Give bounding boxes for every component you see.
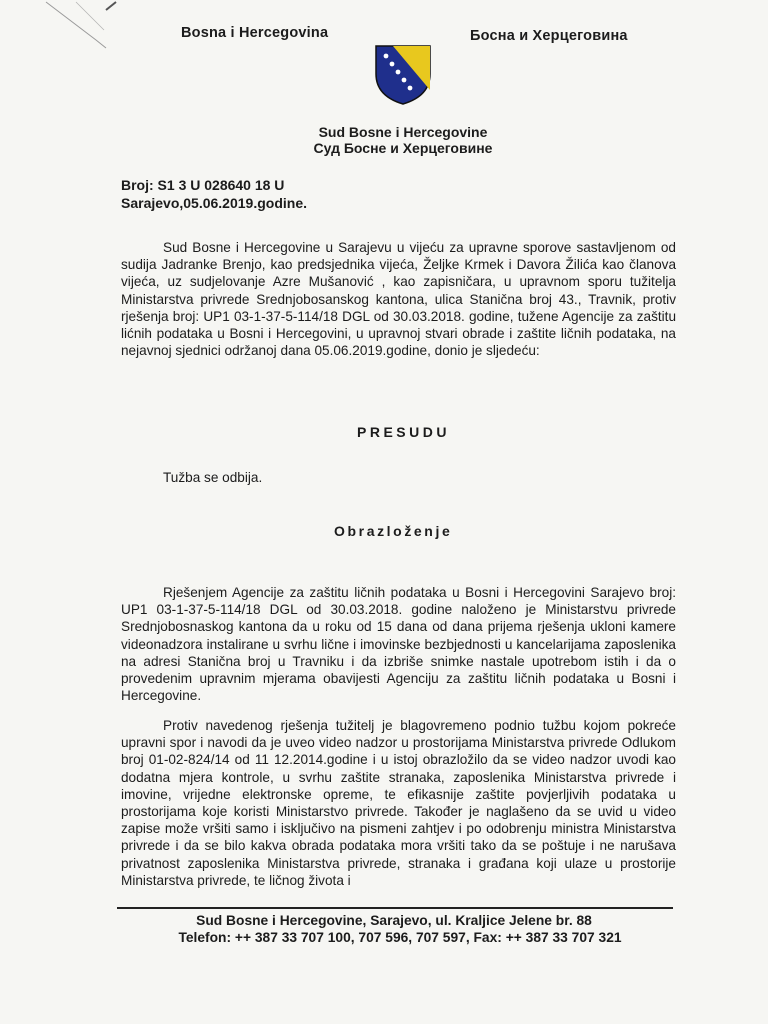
footer-address: Sud Bosne i Hercegovine, Sarajevo, ul. Kraljice Jelene br. 88 xyxy=(196,913,592,928)
case-place-date: Sarajevo,05.06.2019.godine. xyxy=(121,195,307,211)
case-number: Broj: S1 3 U 028640 18 U xyxy=(121,177,285,193)
verdict-title: PRESUDU xyxy=(357,424,450,440)
header-country-cyrillic: Босна и Херцеговина xyxy=(470,28,628,44)
intro-paragraph: Sud Bosne i Hercegovine u Sarajevu u vijeću za upravne sporove sastavljenom od sudija Jadranke Brenjo, kao predsjednika vijeća, Željke Krmek i Davora Žilića kao članova vijeća, uz sudjelovanje Azre Mušanović , kao zapisničara, u upravnom sporu tužitelja Ministarstva privrede Srednjobosanskog kantona, ulica Stanična broj 43., Travnik, protiv rješenja broj: UP1 03-1-37-5-114/18 DGL od 30.03.2018. godine, tužene Agencije za zaštitu lićnih podataka u Bosni i Hercegovini, u upravnoj stvari obrade i zaštite ličnih podataka, na nejavnoj sjednici održanoj dana 05.06.2019.godine, donio je sljedeću: xyxy=(121,240,676,359)
reasoning-paragraph-2: Protiv navedenog rješenja tužitelj je blagovremeno podnio tužbu kojom pokreće upravni spor i navodi da je uveo video nadzor u prostorijama Ministarstva privrede Odlukom broj 01-02-824/14 od 11 12.2014.godine i u istoj obrazložilo da se video nadzor uvodi kao dodatna mjera kontrole, u svrhu zaštite stranaka, zaposlenika Ministarstva privrede i imovine, vrijedne elektronske opreme, te efikasnije zaštite povjerljivih podataka u prostorijama koje koristi Ministarstvo privrede. Također je naglašeno da se uvid u video zapise može vršiti samo i isključivo na pismeni zahtjev i po odobrenju ministra Ministarstva privrede i da se bilo kakva obrada podataka mora vršiti tako da se poštuje i ne narušava privatnost zaposlenika Ministarstva privrede, stranaka i građana koji ulaze u prostorije Ministarstva privrede, te ličnog života i xyxy=(121,718,676,888)
footer xyxy=(0,912,768,946)
court-name-cyrillic: Суд Босне и Херцеговине xyxy=(313,140,493,156)
court-name-latin: Sud Bosne i Hercegovine xyxy=(318,124,488,140)
reasoning-paragraph-1: Rješenjem Agencije za zaštitu ličnih podataka u Bosni i Hercegovini Sarajevo broj: UP1 03-1-37-5-114/18 DGL od 30.03.2018. godine naloženo je Ministarstvu privrede Srednjobosnaskog kantona da u roku od 15 dana od dana prijema rješenja ukloni kamere videonadzora instalirane u svrhu lične i imovinske bezbjednosti u kancelarijama zaposlenika na adresi Stanična broj u Travniku i da izbriše snimke nastale upotrebom istih i da o provedenim upravnim mjerama obavijesti Agenciju za zaštitu ličnih podataka u Bosni i Hercegovine. xyxy=(121,585,676,704)
scan-corner-mark xyxy=(36,0,126,60)
case-info xyxy=(121,176,307,212)
footer-contact: Telefon: ++ 387 33 707 100, 707 596, 707 597, Fax: ++ 387 33 707 321 xyxy=(178,930,622,945)
footer-divider xyxy=(117,907,673,909)
verdict-text: Tužba se odbija. xyxy=(163,470,263,485)
header-country-latin: Bosna i Hercegovina xyxy=(181,25,329,41)
reasoning-title: Obrazloženje xyxy=(334,523,453,539)
court-name-block xyxy=(0,124,768,156)
coat-of-arms-icon xyxy=(373,44,433,106)
